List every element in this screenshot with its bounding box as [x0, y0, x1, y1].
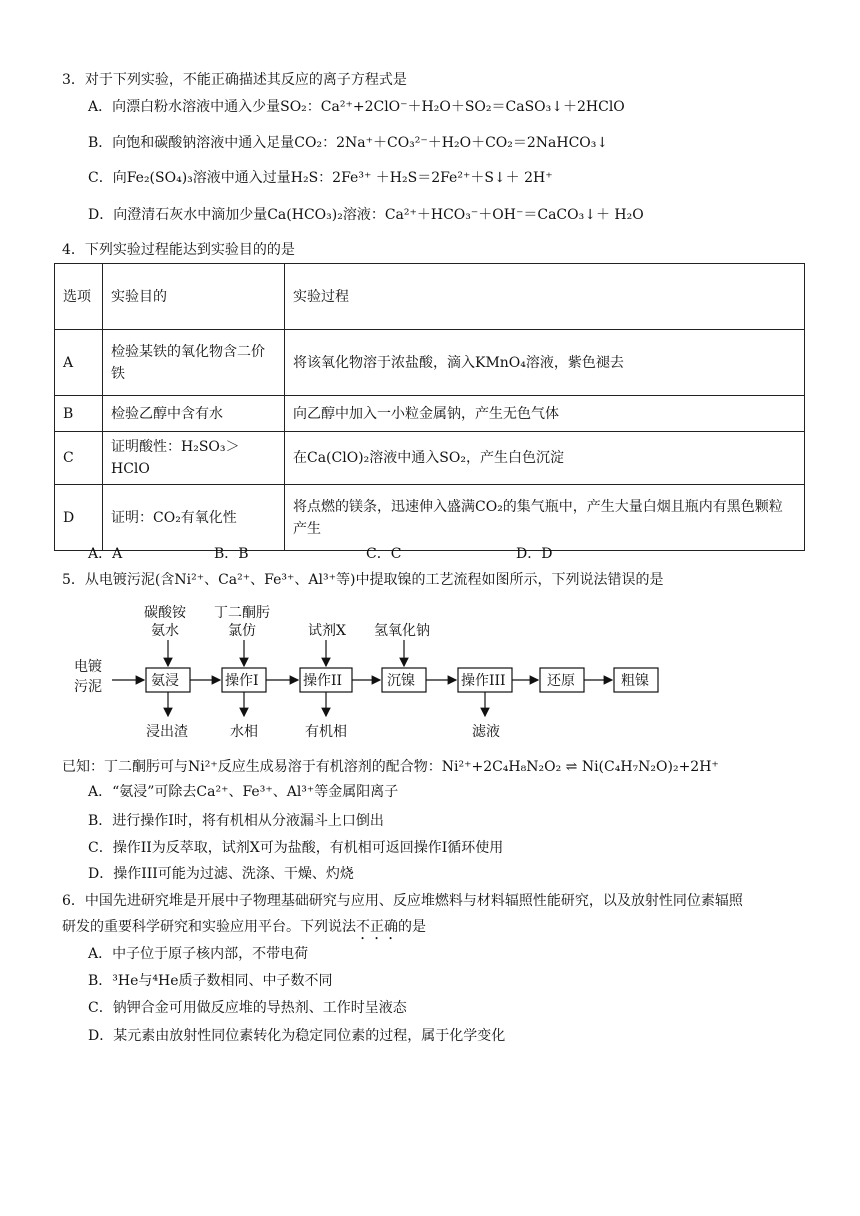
q5-option-a: A．“氨浸”可除去Ca²⁺、Fe³⁺、Al³⁺等金属阳离子	[88, 784, 399, 800]
q6-emphasis-text: 不正确	[356, 919, 398, 935]
q5-known: 已知：丁二酮肟可与Ni²⁺反应生成易溶于有机溶剂的配合物：Ni²⁺+2C₄H₈N₂O₂ ⇌ Ni(C₄H₇N₂O)₂+2H⁺	[62, 759, 719, 775]
flow-output-label: 水相	[230, 724, 258, 740]
table-cell: 检验某铁的氧化物含二价铁	[103, 330, 285, 396]
flow-output-label: 有机相	[305, 724, 347, 740]
q6-stem-line1: 6．中国先进研究堆是开展中子物理基础研究与应用、反应堆燃料与材料辐照性能研究，以及放射性同位素辐照	[62, 893, 743, 909]
q4-stem: 4．下列实验过程能达到实验目的的是	[62, 242, 295, 258]
q5-stem: 5．从电镀污泥(含Ni²⁺、Ca²⁺、Fe³⁺、Al³⁺等)中提取镍的工艺流程如图所示，下列说法错误的是	[62, 572, 664, 588]
q5-option-d: D．操作III可能为过滤、洗涤、干燥、灼烧	[88, 866, 354, 882]
flow-input-label: 氢氧化钠	[374, 623, 430, 639]
q6-option-d: D．某元素由放射性同位素转化为稳定同位素的过程，属于化学变化	[88, 1028, 506, 1044]
table-cell: 证明酸性：H₂SO₃＞HClO	[103, 432, 285, 485]
table-cell: 向乙醇中加入一小粒金属钠，产生无色气体	[285, 396, 805, 432]
q3-option-a: A．向漂白粉水溶液中通入少量SO₂：Ca²⁺+2ClO⁻＋H₂O＋SO₂＝CaSO₃↓＋2HClO	[88, 99, 625, 115]
q5-option-c: C．操作II为反萃取，试剂X可为盐酸，有机相可返回操作I循环使用	[88, 840, 504, 856]
q6-option-c: C．钠钾合金可用做反应堆的导热剂、工作时呈液态	[88, 1000, 407, 1016]
q4-choice-c: C．C	[366, 546, 402, 562]
q4-choice-b: B．B	[214, 546, 249, 562]
flow-box-label: 操作III	[461, 673, 506, 689]
table-row	[55, 432, 805, 485]
q3-option-b: B．向饱和碳酸钠溶液中通入足量CO₂：2Na⁺＋CO₃²⁻＋H₂O＋CO₂＝2NaHCO₃↓	[88, 135, 609, 151]
table-cell: 将点燃的镁条，迅速伸入盛满CO₂的集气瓶中，产生大量白烟且瓶内有黑色颗粒产生	[285, 485, 805, 551]
table-cell: D	[55, 485, 103, 551]
q3-option-c: C．向Fe₂(SO₄)₃溶液中通入过量H₂S：2Fe³⁺ ＋H₂S＝2Fe²⁺＋S↓＋ 2H⁺	[88, 170, 553, 186]
flow-box-label: 操作II	[303, 673, 343, 689]
q5-option-b: B．进行操作I时，将有机相从分液漏斗上口倒出	[88, 813, 384, 829]
q6-stem-part: 研发的重要科学研究和实验应用平台。下列说法	[62, 919, 356, 935]
table-row	[55, 485, 805, 551]
flow-box-label: 还原	[547, 673, 575, 689]
flow-box-label: 操作I	[225, 673, 259, 689]
flow-output-label: 滤液	[472, 724, 500, 740]
q4-choice-d: D．D	[516, 546, 553, 562]
q6-stem-line2	[62, 917, 426, 943]
experiment-table	[54, 263, 805, 551]
flow-source-line1: 电镀	[74, 659, 102, 675]
flow-input-label: 试剂X	[308, 623, 346, 639]
flow-input-label: 氨水	[151, 623, 179, 639]
q4-choice-a: A．A	[88, 546, 123, 562]
table-header-cell: 实验目的	[103, 264, 285, 330]
q6-stem-part: 的是	[398, 919, 426, 935]
flow-box-label: 沉镍	[387, 673, 415, 689]
flow-input-label: 碳酸铵	[144, 605, 186, 621]
flow-output-label: 浸出渣	[146, 724, 188, 740]
table-header-row	[55, 264, 805, 330]
table-cell: A	[55, 330, 103, 396]
table-cell: 将该氧化物溶于浓盐酸，滴入KMnO₄溶液，紫色褪去	[285, 330, 805, 396]
table-cell: 在Ca(ClO)₂溶液中通入SO₂，产生白色沉淀	[285, 432, 805, 485]
table-header-cell: 选项	[55, 264, 103, 330]
flow-box-label: 氨浸	[151, 673, 179, 689]
table-row	[55, 396, 805, 432]
flow-box-label: 粗镍	[621, 673, 649, 689]
process-flow-diagram	[62, 600, 702, 750]
q6-option-a: A．中子位于原子核内部，不带电荷	[88, 946, 309, 962]
q6-option-b: B．³He与⁴He质子数相同、中子数不同	[88, 973, 333, 989]
flow-input-label: 丁二酮肟	[214, 605, 270, 621]
q3-option-d: D．向澄清石灰水中滴加少量Ca(HCO₃)₂溶液：Ca²⁺＋HCO₃⁻＋OH⁻＝CaCO₃↓＋ H₂O	[88, 207, 644, 223]
table-row	[55, 330, 805, 396]
flow-input-label: 氯仿	[228, 623, 256, 639]
table-cell: B	[55, 396, 103, 432]
flow-source-line2: 污泥	[74, 679, 102, 695]
table-cell: C	[55, 432, 103, 485]
table-cell: 证明：CO₂有氧化性	[103, 485, 285, 551]
q3-stem: 3．对于下列实验，不能正确描述其反应的离子方程式是	[62, 72, 407, 88]
table-cell: 检验乙醇中含有水	[103, 396, 285, 432]
table-header-cell: 实验过程	[285, 264, 805, 330]
